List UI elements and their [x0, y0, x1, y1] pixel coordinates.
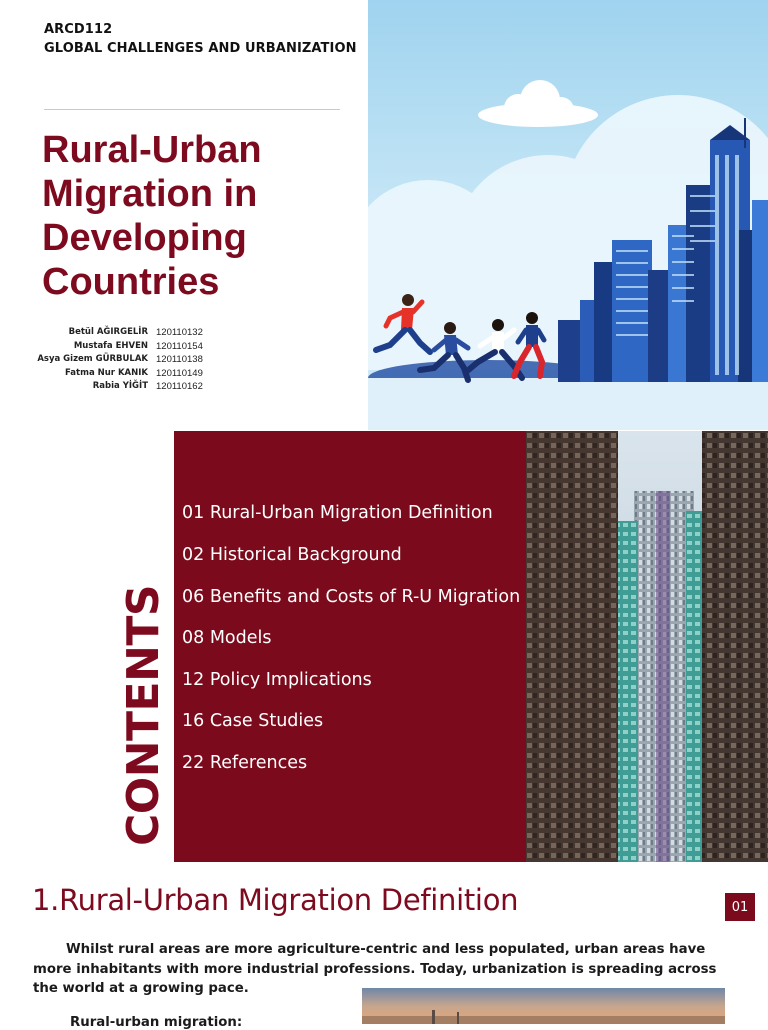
title-line-4: Countries	[42, 261, 220, 303]
author-name: Fatma Nur KANIK	[64, 367, 148, 378]
author-id: 120110138	[156, 354, 203, 365]
course-code: ARCD112	[44, 22, 113, 37]
author-name: Asya Gizem GÜRBULAK	[37, 354, 148, 364]
section-title: 1.Rural-Urban Migration Definition	[32, 883, 519, 917]
toc-item-definition[interactable]: 01 Rural-Urban Migration Definition	[182, 503, 493, 523]
city-skyline-runners-illustration	[368, 0, 768, 430]
contents-heading: CONTENTS	[118, 584, 169, 846]
author-id: 120110132	[156, 327, 203, 338]
author-row	[0, 341, 240, 355]
title-line-3: Developing	[42, 217, 247, 259]
toc-item-models[interactable]: 08 Models	[182, 628, 272, 648]
author-name: Mustafa EHVEN	[73, 340, 148, 351]
toc-item-references[interactable]: 22 References	[182, 753, 308, 773]
subheading: Rural-urban migration:	[70, 1015, 243, 1030]
author-id: 120110149	[156, 367, 203, 379]
author-list	[0, 327, 240, 395]
author-row	[0, 327, 240, 341]
author-id: 120110162	[156, 381, 203, 392]
page-number-badge: 01	[725, 893, 755, 921]
paragraph-text: Whilst rural areas are more agriculture-centric and less populated, urban areas have more inhabitants with more industrial professions. Today, urbanization is spreading across the world at a growing pace.	[33, 942, 717, 996]
title-line-1: Rural-Urban	[42, 129, 262, 171]
course-name: GLOBAL CHALLENGES AND URBANIZATION	[44, 41, 357, 56]
author-id: 120110154	[156, 340, 203, 352]
toc-item-benefits[interactable]: 06 Benefits and Costs of R-U Migration	[182, 587, 521, 607]
toc-item-history[interactable]: 02 Historical Background	[182, 545, 402, 565]
author-row	[0, 368, 240, 382]
author-row	[0, 381, 240, 395]
toc-item-policy[interactable]: 12 Policy Implications	[182, 670, 372, 690]
author-row	[0, 354, 240, 368]
divider	[44, 109, 340, 110]
high-rise-apartment-towers-photo	[526, 431, 768, 862]
author-name: Betül AĞIRGELİR	[68, 327, 148, 337]
city-sunset-photo	[362, 988, 725, 1024]
title-line-2: Migration in	[42, 173, 258, 215]
author-name: Rabia YİĞİT	[92, 381, 148, 391]
toc-item-case-studies[interactable]: 16 Case Studies	[182, 711, 324, 731]
